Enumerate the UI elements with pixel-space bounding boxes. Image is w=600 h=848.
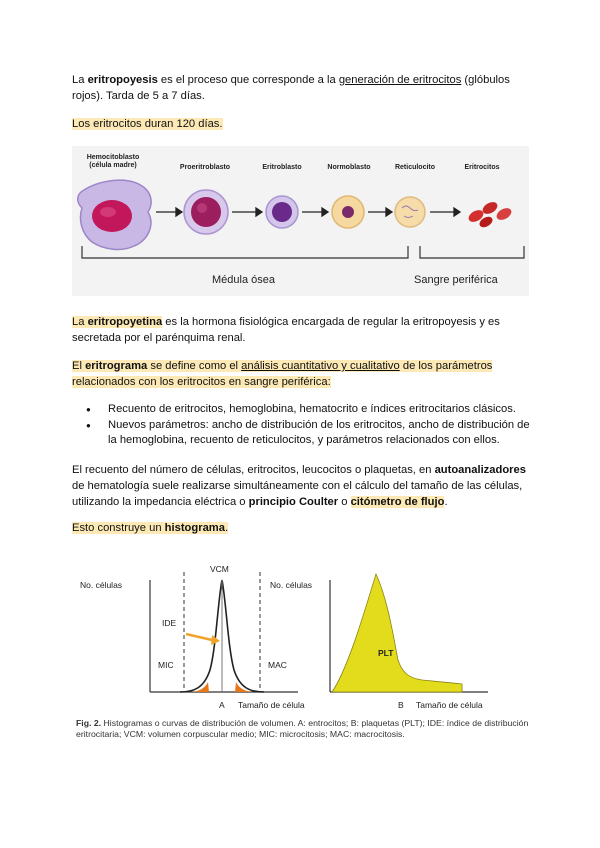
figure-caption: Fig. 2. Histogramas o curvas de distribución de volumen. A: entrocitos; B: plaquetas (PLT); IDE: índice de distribución eritrocitaria; VCM: volumen corpuscular medio; MIC: microcitosis; MAC: macrocitosis. — [76, 718, 529, 739]
plt-label: PLT — [378, 648, 394, 658]
list-item: ● Recuento de eritrocitos, hemoglobina, hematocrito e índices eritrocitarios clásicos. — [72, 402, 532, 417]
mac-label: MAC — [268, 660, 287, 670]
mic-tail — [192, 682, 209, 692]
list-item: ● Nuevos parámetros: ancho de distribución de los eritrocitos, ancho de distribución de la hemoglobina, recuento de reticulocitos, y parámetros relacionados con ellos. — [72, 418, 532, 448]
brackets — [82, 246, 524, 258]
y-axis-label-b: No. células — [270, 580, 313, 590]
stage-label-eritrocitos: Eritrocitos — [464, 164, 500, 171]
term-histograma: histograma — [164, 522, 225, 534]
y-axis-label-a: No. células — [80, 580, 123, 590]
stage-label-eritroblasto: Eritroblasto — [262, 164, 302, 171]
erythropoiesis-diagram — [72, 146, 529, 296]
panel-a-label: A — [219, 700, 225, 710]
ide-label: IDE — [162, 618, 177, 628]
eritropoyetina-paragraph: La eritropoyetina es la hormona fisiológica encargada de regular la eritropoyesis y es secretada por el parénquima renal. — [72, 316, 500, 344]
term-eritropoyesis: eritropoyesis — [87, 74, 158, 86]
autoanalizadores-paragraph: El recuento del número de células, eritrocitos, leucocitos o plaquetas, en autoanalizadores de hematología suele realizarse simultáneamente con el cálculo del tamaño de las células, utilizando la impedancia eléctrica o principio Coulter o citómetro de flujo. — [72, 464, 526, 508]
parameters-list — [72, 402, 532, 449]
vcm-label: VCM — [210, 564, 229, 574]
proeritroblasto-cell — [184, 190, 228, 234]
histogram-figure — [72, 560, 532, 760]
platelet-distribution-area — [332, 574, 462, 692]
eritroblasto-cell — [266, 196, 298, 228]
stage-label-reticulocito: Reticulocito — [394, 164, 436, 171]
mic-label: MIC — [158, 660, 174, 670]
x-axis-label-a: Tamaño de célula — [238, 700, 305, 710]
bracket-label-sangre: Sangre periférica — [414, 274, 498, 286]
lifespan-paragraph: Los eritrocitos duran 120 días. — [72, 118, 223, 130]
normoblasto-cell — [332, 196, 364, 228]
bracket-label-medula: Médula ósea — [212, 274, 275, 286]
histograma-paragraph: Esto construye un histograma. — [72, 522, 229, 534]
eritrocitos-cells — [467, 200, 514, 230]
mac-tail — [235, 682, 252, 692]
underlined-phrase: generación de eritrocitos — [338, 74, 462, 86]
stage-label-hemocitoblasto: Hemocitoblasto (célula madre) — [86, 154, 140, 169]
panel-b-label: B — [398, 700, 404, 710]
eritrograma-paragraph: El eritrograma se define como el análisis cuantitativo y cualitativo de los parámetros relacionados con los eritrocitos en sangre periférica: — [72, 360, 493, 388]
intro-paragraph: La eritropoyesis es el proceso que corresponde a la generación de eritrocitos (glóbulos rojos). Tarda de 5 a 7 días. — [72, 74, 510, 102]
term-eritropoyetina: eritropoyetina — [87, 316, 163, 328]
stage-label-proeritroblasto: Proeritroblasto — [179, 164, 231, 171]
x-axis-label-b: Tamaño de célula — [416, 700, 483, 710]
hemocitoblasto-cell — [78, 180, 151, 249]
reticulocito-cell — [395, 197, 425, 227]
term-eritrograma: eritrograma — [85, 360, 148, 372]
stage-label-normoblasto: Normoblasto — [327, 164, 371, 171]
